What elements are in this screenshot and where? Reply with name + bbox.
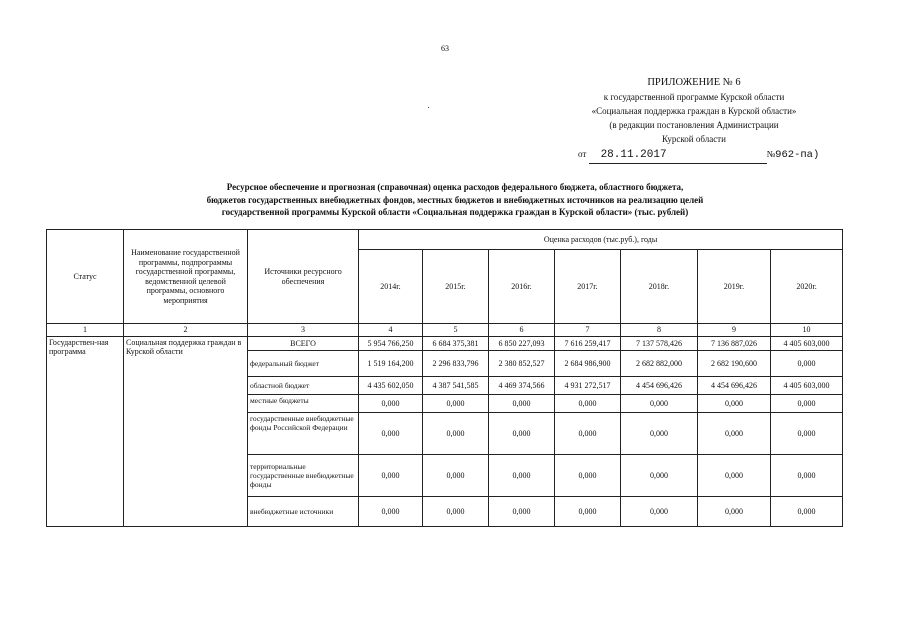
source-cell: внебюджетные источники — [248, 496, 359, 526]
header-year: 2015г. — [423, 250, 489, 324]
value-cell: 0,000 — [423, 496, 489, 526]
header-status: Статус — [47, 230, 124, 324]
value-cell: 0,000 — [698, 496, 771, 526]
value-cell: 0,000 — [771, 350, 843, 376]
header-estimate: Оценка расходов (тыс.руб.), годы — [359, 230, 843, 250]
value-cell: 1 519 164,200 — [359, 350, 423, 376]
column-number: 6 — [489, 324, 555, 337]
value-cell: 0,000 — [621, 394, 698, 412]
header-sources: Источники ресурсного обеспечения — [248, 230, 359, 324]
program-name-cell: Социальная поддержка граждан в Курской области — [124, 336, 248, 526]
source-cell: федеральный бюджет — [248, 350, 359, 376]
date-prefix: от — [578, 149, 587, 159]
appendix-line: (в редакции постановления Администрации — [609, 120, 779, 130]
header-program-name: Наименование государственной программы, подпрограммы государственной программы, ведомственной целевой программы, основного мероприятия — [124, 230, 248, 324]
header-year: 2020г. — [771, 250, 843, 324]
value-cell: 4 454 696,426 — [698, 376, 771, 394]
value-cell: 4 405 603,000 — [771, 376, 843, 394]
appendix-title: ПРИЛОЖЕНИЕ № 6 — [647, 77, 741, 88]
header-year: 2017г. — [555, 250, 621, 324]
value-cell: 2 380 852,527 — [489, 350, 555, 376]
heading-line: Ресурсное обеспечение и прогнозная (справочная) оценка расходов федерального бюджета, областного бюджета, — [226, 182, 684, 192]
column-number: 8 — [621, 324, 698, 337]
value-cell: 0,000 — [489, 496, 555, 526]
value-cell: 2 682 190,600 — [698, 350, 771, 376]
value-cell: 4 387 541,585 — [423, 376, 489, 394]
value-cell: 0,000 — [359, 496, 423, 526]
appendix-line: Курской области — [662, 134, 726, 144]
resource-table — [46, 229, 843, 527]
value-cell: 0,000 — [771, 496, 843, 526]
appendix-line: к государственной программе Курской области — [603, 92, 785, 102]
table-row — [47, 336, 843, 350]
value-cell: 7 616 259,417 — [555, 336, 621, 350]
value-cell: 0,000 — [555, 454, 621, 496]
value-cell: 4 454 696,426 — [621, 376, 698, 394]
column-number: 10 — [771, 324, 843, 337]
value-cell: 7 136 887,026 — [698, 336, 771, 350]
status-cell: Государствен-ная программа — [47, 336, 124, 526]
header-year: 2019г. — [698, 250, 771, 324]
value-cell: 4 931 272,517 — [555, 376, 621, 394]
column-number: 9 — [698, 324, 771, 337]
value-cell: 0,000 — [423, 394, 489, 412]
column-number: 3 — [248, 324, 359, 337]
value-cell: 0,000 — [489, 394, 555, 412]
value-cell: 0,000 — [771, 394, 843, 412]
value-cell: 6 684 375,381 — [423, 336, 489, 350]
document-heading — [95, 181, 815, 219]
header-year: 2014г. — [359, 250, 423, 324]
value-cell: 2 684 986,900 — [555, 350, 621, 376]
value-cell: 0,000 — [555, 394, 621, 412]
value-cell: 0,000 — [489, 412, 555, 454]
value-cell: 0,000 — [423, 412, 489, 454]
scan-speck — [428, 107, 429, 108]
value-cell: 0,000 — [359, 454, 423, 496]
value-cell: 0,000 — [489, 454, 555, 496]
source-cell: областной бюджет — [248, 376, 359, 394]
column-number: 4 — [359, 324, 423, 337]
value-cell: 0,000 — [423, 454, 489, 496]
value-cell: 0,000 — [621, 496, 698, 526]
value-cell: 0,000 — [359, 412, 423, 454]
heading-line: бюджетов государственных внебюджетных фондов, местных бюджетов и внебюджетных источников на реализацию целей — [206, 194, 704, 205]
value-cell: 2 682 882,000 — [621, 350, 698, 376]
value-cell: 0,000 — [698, 394, 771, 412]
source-cell: государственные внебюджетные фонды Российской Федерации — [248, 412, 359, 454]
column-number: 7 — [555, 324, 621, 337]
header-year: 2016г. — [489, 250, 555, 324]
page-number: 63 — [441, 44, 449, 53]
value-cell: 0,000 — [555, 496, 621, 526]
source-cell: местные бюджеты — [248, 394, 359, 412]
value-cell: 0,000 — [621, 412, 698, 454]
value-cell: 4 469 374,566 — [489, 376, 555, 394]
value-cell: 4 405 603,000 — [771, 336, 843, 350]
value-cell: 2 296 833,796 — [423, 350, 489, 376]
value-cell: 0,000 — [698, 454, 771, 496]
value-cell: 0,000 — [555, 412, 621, 454]
column-number: 1 — [47, 324, 124, 337]
number-prefix: № — [766, 149, 776, 159]
decree-date-line — [578, 146, 838, 164]
value-cell: 7 137 578,426 — [621, 336, 698, 350]
value-cell: 4 435 602,050 — [359, 376, 423, 394]
value-cell: 0,000 — [359, 394, 423, 412]
header-year: 2018г. — [621, 250, 698, 324]
source-cell: ВСЕГО — [248, 336, 359, 350]
column-number: 5 — [423, 324, 489, 337]
value-cell: 0,000 — [771, 412, 843, 454]
heading-line: государственной программы Курской области «Социальная поддержка граждан в Курской области» (тыс. рублей) — [221, 207, 689, 217]
value-cell: 0,000 — [771, 454, 843, 496]
decree-date: 28.11.2017 — [589, 147, 767, 164]
value-cell: 0,000 — [698, 412, 771, 454]
decree-number: 962-па) — [775, 149, 820, 161]
column-number: 2 — [124, 324, 248, 337]
value-cell: 0,000 — [621, 454, 698, 496]
value-cell: 5 954 766,250 — [359, 336, 423, 350]
source-cell: территориальные государственные внебюджетные фонды — [248, 454, 359, 496]
value-cell: 6 850 227,093 — [489, 336, 555, 350]
appendix-line: «Социальная поддержка граждан в Курской области» — [591, 106, 797, 116]
appendix-block — [560, 76, 828, 146]
